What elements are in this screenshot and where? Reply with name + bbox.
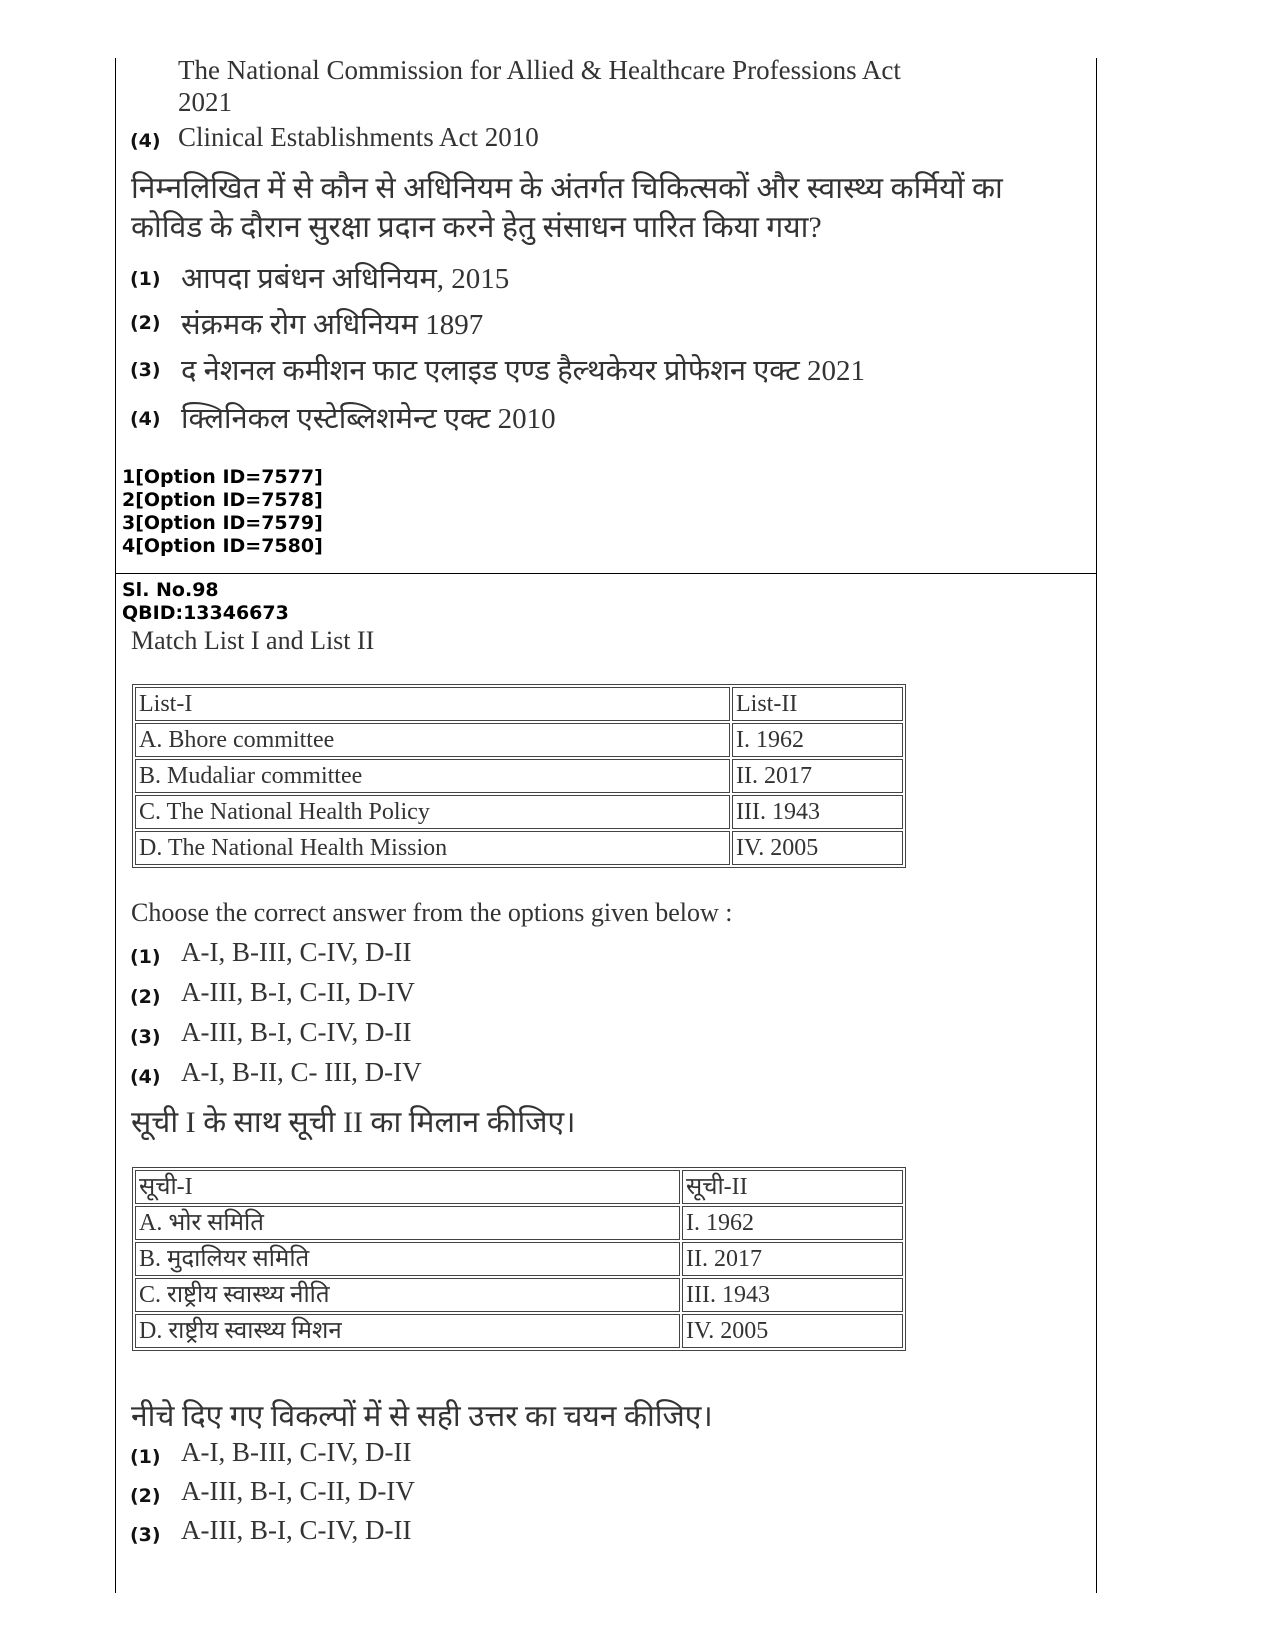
table-row: [135, 1170, 903, 1204]
table-cell: सूची-I: [135, 1170, 680, 1204]
option-1-text: A-I, B-III, C-IV, D-II: [181, 937, 412, 967]
option-id-3: 3[Option ID=7579]: [122, 512, 323, 534]
option-3-continued-line2: 2021: [178, 87, 232, 117]
option-id-4: 4[Option ID=7580]: [122, 535, 323, 557]
option-2-text: A-III, B-I, C-II, D-IV: [181, 977, 415, 1007]
option-2-number: (2): [130, 986, 161, 1008]
qbid: QBID:13346673: [122, 602, 289, 624]
option-3-continued-line1: The National Commission for Allied & Healthcare Professions Act: [178, 55, 901, 85]
table-row: [135, 795, 903, 829]
table-cell: सूची-II: [682, 1170, 903, 1204]
table-cell: III. 1943: [682, 1278, 903, 1312]
table-cell: D. राष्ट्रीय स्वास्थ्य मिशन: [135, 1314, 680, 1348]
option-4-text: Clinical Establishments Act 2010: [178, 122, 539, 152]
table-row: [135, 759, 903, 793]
table-cell: B. Mudaliar committee: [135, 759, 730, 793]
option-4-number: (4): [130, 130, 161, 152]
table-cell: List-I: [135, 687, 730, 721]
hindi-q-option-2-number: (2): [130, 1485, 161, 1507]
hindi-option-2-text: संक्रमक रोग अधिनियम 1897: [181, 309, 484, 341]
table-cell: B. मुदालियर समिति: [135, 1242, 680, 1276]
option-1-number: (1): [130, 946, 161, 968]
prompt-hindi: सूची I के साथ सूची II का मिलान कीजिए।: [131, 1106, 576, 1139]
hindi-option-1-text: आपदा प्रबंधन अधिनियम, 2015: [181, 263, 510, 295]
hindi-q-option-1-text: A-I, B-III, C-IV, D-II: [181, 1437, 412, 1467]
table-row: [135, 1314, 903, 1348]
match-table-hindi: [132, 1167, 906, 1351]
table-cell: C. The National Health Policy: [135, 795, 730, 829]
table-cell: C. राष्ट्रीय स्वास्थ्य नीति: [135, 1278, 680, 1312]
option-3-text: A-III, B-I, C-IV, D-II: [181, 1017, 412, 1047]
option-id-1: 1[Option ID=7577]: [122, 466, 323, 488]
prompt-english: Match List I and List II: [131, 626, 375, 655]
table-cell: IV. 2005: [682, 1314, 903, 1348]
choose-english: Choose the correct answer from the options given below :: [131, 898, 733, 927]
match-table-english: [132, 684, 906, 868]
option-id-2: 2[Option ID=7578]: [122, 489, 323, 511]
table-cell: A. Bhore committee: [135, 723, 730, 757]
table-cell: D. The National Health Mission: [135, 831, 730, 865]
question-divider: [115, 573, 1096, 574]
table-row: [135, 723, 903, 757]
table-cell: II. 2017: [732, 759, 903, 793]
hindi-option-2-number: (2): [130, 312, 161, 334]
hindi-q-option-1-number: (1): [130, 1446, 161, 1468]
choose-hindi: नीचे दिए गए विकल्पों में से सही उत्तर का चयन कीजिए।: [131, 1400, 713, 1433]
table-row: [135, 831, 903, 865]
table-row: [135, 1206, 903, 1240]
table-cell: A. भोर समिति: [135, 1206, 680, 1240]
hindi-question-line1: निम्नलिखित में से कौन से अधिनियम के अंतर्गत चिकित्सकों और स्वास्थ्य कर्मियों का: [131, 172, 1003, 205]
option-4-text: A-I, B-II, C- III, D-IV: [181, 1057, 422, 1087]
hindi-option-4-text: क्लिनिकल एस्टेब्लिशमेन्ट एक्ट 2010: [181, 403, 556, 435]
table-cell: II. 2017: [682, 1242, 903, 1276]
table-cell: I. 1962: [732, 723, 903, 757]
hindi-q-option-3-number: (3): [130, 1524, 161, 1546]
table-row: [135, 687, 903, 721]
option-3-number: (3): [130, 1026, 161, 1048]
table-cell: III. 1943: [732, 795, 903, 829]
hindi-option-3-number: (3): [130, 359, 161, 381]
table-row: [135, 1278, 903, 1312]
hindi-option-1-number: (1): [130, 268, 161, 290]
hindi-question-line2: कोविड के दौरान सुरक्षा प्रदान करने हेतु संसाधन पारित किया गया?: [131, 211, 822, 244]
hindi-option-3-text: द नेशनल कमीशन फाट एलाइड एण्ड हैल्थकेयर प्रोफेशन एक्ट 2021: [181, 355, 865, 387]
table-cell: I. 1962: [682, 1206, 903, 1240]
table-cell: IV. 2005: [732, 831, 903, 865]
option-4-number: (4): [130, 1066, 161, 1088]
hindi-q-option-2-text: A-III, B-I, C-II, D-IV: [181, 1476, 415, 1506]
table-cell: List-II: [732, 687, 903, 721]
hindi-option-4-number: (4): [130, 408, 161, 430]
table-row: [135, 1242, 903, 1276]
hindi-q-option-3-text: A-III, B-I, C-IV, D-II: [181, 1515, 412, 1545]
serial-number: Sl. No.98: [122, 579, 219, 601]
